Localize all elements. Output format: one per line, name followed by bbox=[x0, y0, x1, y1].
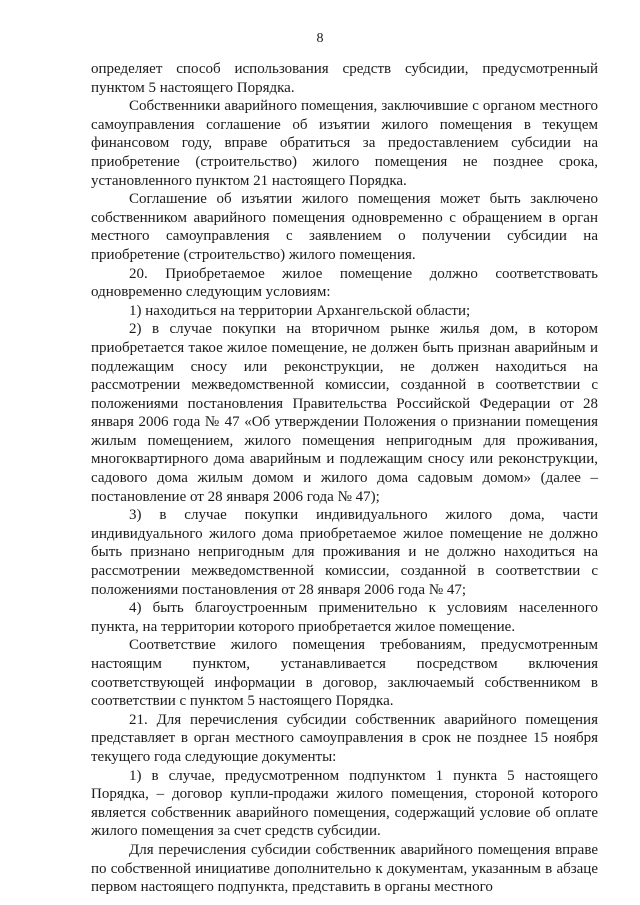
list-item-21-1: 1) в случае, предусмотренном подпунктом 1 пункта 5 настоящего Порядка, – договор купли-продажи жилого помещения, стороной которого является собственник аварийного помещения, содержащий условие об оплате жилого помещения за счет средств субсидии. bbox=[91, 767, 598, 840]
list-item-20-2: 2) в случае покупки на вторичном рынке жилья дом, в котором приобретается такое жилое помещение, не должен быть признан аварийным и подлежащим сносу или реконструкции, не должен находиться на рассмотрении межведомственной комиссии, созданной в соответствии с положениями постановления Правительства Российской Федерации от 28 января 2006 года № 47 «Об утверждении Положения о признании помещения жилым помещением, жилого помещения непригодным для проживания, многоквартирного дома аварийным и подлежащим сносу или реконструкции, садового дома жилым домом и жилого дома садовым домом» (далее – постановление от 28 января 2006 года № 47); bbox=[91, 321, 598, 505]
document-body bbox=[91, 60, 598, 897]
page-number: 8 bbox=[316, 31, 324, 46]
paragraph-item-20: 20. Приобретаемое жилое помещение должно соответствовать одновременно следующим условиям: bbox=[91, 265, 598, 301]
paragraph-item-21: 21. Для перечисления субсидии собственник аварийного помещения представляет в орган местного самоуправления в срок не позднее 15 ноября текущего года следующие документы: bbox=[91, 711, 598, 765]
paragraph-seizure-agreement: Соглашение об изъятии жилого помещения может быть заключено собственником аварийного помещения одновременно с обращением в орган местного самоуправления с заявлением о получении субсидии на приобретение (строительство) жилого помещения. bbox=[91, 191, 598, 263]
list-item-20-1: 1) находиться на территории Архангельской области; bbox=[129, 302, 471, 319]
paragraph-continuation: определяет способ использования средств субсидии, предусмотренный пунктом 5 настоящего Порядка. bbox=[91, 61, 598, 96]
list-item-20-4: 4) быть благоустроенным применительно к условиям населенного пункта, на территории которого приобретается жилое помещение. bbox=[91, 600, 598, 635]
list-item-20-3: 3) в случае покупки индивидуального жилого дома, части индивидуального жилого дома приобретаемое жилое помещение не должно быть признано непригодным для проживания и не должно находиться на рассмотрении межведомственной комиссии, созданной в соответствии с положениями постановления от 28 января 2006 года № 47; bbox=[91, 507, 598, 598]
paragraph-compliance: Соответствие жилого помещения требованиям, предусмотренным настоящим пунктом, устанавливается посредством включения соответствующей информации в договор, заключаемый собственником в соответствии с пунктом 5 настоящего Порядка. bbox=[91, 637, 598, 710]
paragraph-additional-docs: Для перечисления субсидии собственник аварийного помещения вправе по собственной инициативе дополнительно к документам, указанным в абзаце первом настоящего подпункта, представить в органы местного bbox=[91, 841, 598, 896]
paragraph-owners-right: Собственники аварийного помещения, заключившие с органом местного самоуправления соглашение об изъятии жилого помещения в текущем финансовом году, вправе обратиться за предоставлением субсидии на приобретение (строительство) жилого помещения не позднее срока, установленного пунктом 21 настоящего Порядка. bbox=[91, 98, 598, 189]
